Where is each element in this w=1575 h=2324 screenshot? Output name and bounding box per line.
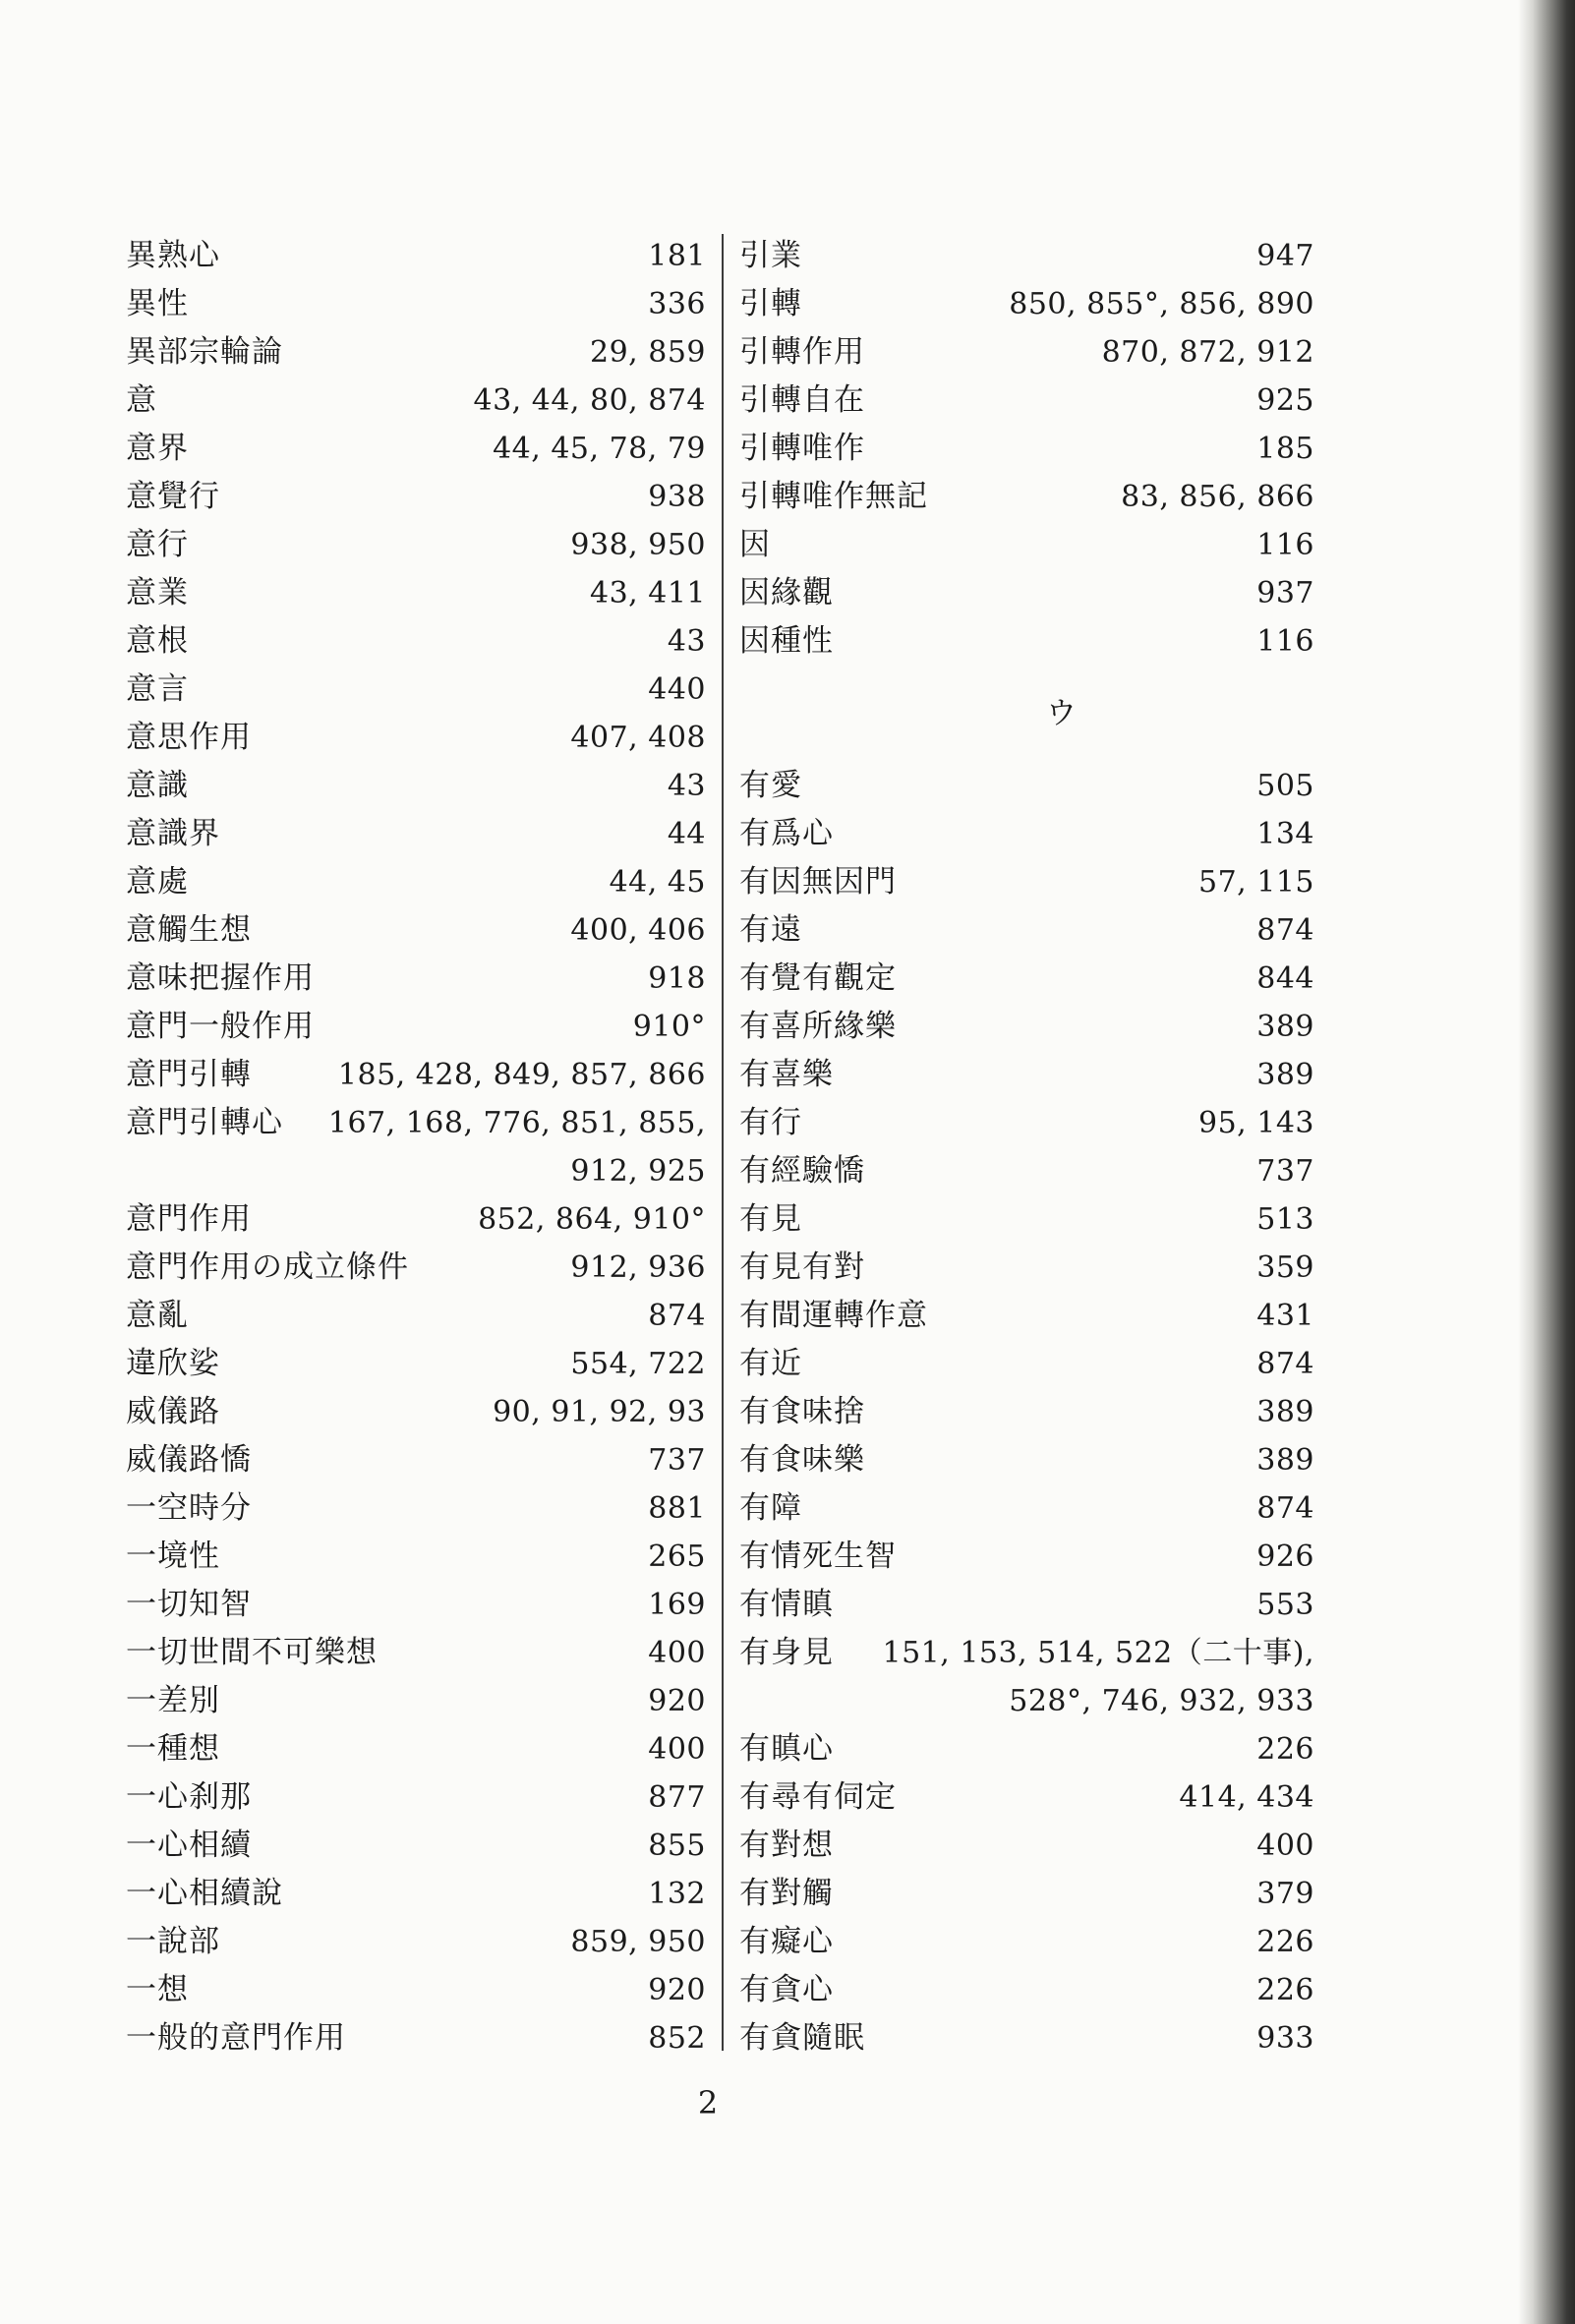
index-term: 意門引轉 <box>126 1057 252 1092</box>
index-entry <box>126 1677 706 1725</box>
index-page-refs: 554, 722 <box>570 1347 706 1381</box>
index-term: 一心相續說 <box>126 1876 283 1911</box>
index-entry <box>126 569 706 617</box>
index-term: 引轉 <box>739 286 802 321</box>
index-page-refs: 400 <box>648 1732 706 1767</box>
index-entry <box>126 232 706 280</box>
index-term: 有食味樂 <box>739 1442 865 1478</box>
index-term: 有食味捨 <box>739 1394 865 1429</box>
index-page-refs: 226 <box>1256 1973 1314 2007</box>
index-entry <box>126 1918 706 1966</box>
index-entry <box>126 955 706 1003</box>
index-page-refs: 44, 45, 78, 79 <box>493 432 706 466</box>
index-entry <box>126 1870 706 1918</box>
index-entry <box>126 906 706 955</box>
index-term: 有遠 <box>739 912 802 948</box>
index-entry <box>126 521 706 569</box>
index-page-refs: 185, 428, 849, 857, 866 <box>337 1058 706 1092</box>
index-page-refs: 918 <box>648 961 706 996</box>
index-term: 意思作用 <box>126 720 252 755</box>
index-page-refs: 513 <box>1256 1202 1314 1237</box>
index-page-refs: 134 <box>1256 817 1314 851</box>
index-term: 異熟心 <box>126 238 220 273</box>
index-page-refs: 44 <box>667 817 706 851</box>
index-term: 有喜樂 <box>739 1057 834 1092</box>
index-term: 異性 <box>126 286 189 321</box>
index-term: 一般的意門作用 <box>126 2020 346 2056</box>
index-term: 有瞋心 <box>739 1731 834 1767</box>
index-page-refs: 881 <box>648 1491 706 1526</box>
index-page-refs: 910° <box>632 1010 706 1044</box>
index-term: 有貪隨眠 <box>739 2020 865 2056</box>
index-entry <box>126 1051 706 1099</box>
index-term: 有因無因門 <box>739 864 897 900</box>
index-term: 意處 <box>126 864 189 900</box>
column-divider <box>722 234 724 2051</box>
index-page-refs: 844 <box>1256 961 1314 996</box>
index-term: 有身見 <box>739 1635 834 1670</box>
index-entry <box>739 473 1314 521</box>
index-page-refs: 379 <box>1256 1877 1314 1911</box>
index-entry <box>739 810 1314 858</box>
index-page-refs: 90, 91, 92, 93 <box>493 1395 706 1429</box>
index-page-refs: 926 <box>1256 1540 1314 1574</box>
index-term: 有覺有觀定 <box>739 960 897 996</box>
index-entry <box>739 1003 1314 1051</box>
index-page-refs: 185 <box>1256 432 1314 466</box>
index-page-refs: 43, 44, 80, 874 <box>473 383 706 418</box>
index-term: 意味把握作用 <box>126 960 315 996</box>
index-term: 有情死生智 <box>739 1539 897 1574</box>
index-entry <box>126 1244 706 1292</box>
index-page-refs: 167, 168, 776, 851, 855, <box>327 1106 706 1140</box>
index-page-refs: 389 <box>1256 1395 1314 1429</box>
index-entry <box>739 1581 1314 1629</box>
index-entry <box>126 1773 706 1822</box>
index-page-refs: 737 <box>648 1443 706 1478</box>
index-term: 意門作用 <box>126 1201 252 1237</box>
index-page-refs: 937 <box>1256 576 1314 610</box>
index-term: 違欣娑 <box>126 1346 220 1381</box>
index-entry <box>739 1484 1314 1533</box>
index-page-refs: 43 <box>667 624 706 659</box>
index-term: 有對想 <box>739 1828 834 1863</box>
index-term: 意門一般作用 <box>126 1009 315 1044</box>
index-page-refs: 414, 434 <box>1179 1780 1314 1815</box>
index-page-refs: 400 <box>1256 1829 1314 1863</box>
index-entry <box>126 1581 706 1629</box>
index-term: 有癡心 <box>739 1924 834 1959</box>
index-entry <box>739 1147 1314 1195</box>
index-page-refs: 400, 406 <box>570 913 706 948</box>
index-page-refs: 43 <box>667 769 706 803</box>
index-term: 因 <box>739 527 771 562</box>
index-page-refs: 870, 872, 912 <box>1101 335 1314 370</box>
index-page-refs: 874 <box>1256 913 1314 948</box>
index-term: 意界 <box>126 431 189 466</box>
index-page-refs: 938, 950 <box>570 528 706 562</box>
index-entry <box>739 377 1314 425</box>
index-term: 有情瞋 <box>739 1587 834 1622</box>
index-column-right <box>739 232 1314 2063</box>
index-entry <box>126 1292 706 1340</box>
index-page-refs: 912, 925 <box>570 1154 706 1189</box>
index-term: 有間運轉作意 <box>739 1298 928 1333</box>
index-entry <box>739 1629 1314 1677</box>
index-term: 引轉作用 <box>739 334 865 370</box>
index-entry <box>126 1195 706 1244</box>
index-entry <box>739 1822 1314 1870</box>
index-term: 引轉唯作無記 <box>739 479 928 514</box>
index-page-refs: 920 <box>648 1684 706 1718</box>
index-entry <box>126 280 706 328</box>
section-heading-u: ウ <box>1046 696 1077 731</box>
index-page-refs: 389 <box>1256 1443 1314 1478</box>
index-term: 意根 <box>126 623 189 659</box>
index-entry <box>739 1051 1314 1099</box>
index-entry <box>739 569 1314 617</box>
index-term: 意言 <box>126 671 189 707</box>
index-term: 有尋有伺定 <box>739 1779 897 1815</box>
index-page-refs: 44, 45 <box>609 865 706 900</box>
index-entry <box>739 617 1314 666</box>
index-page-refs: 528°, 746, 932, 933 <box>1009 1684 1314 1718</box>
index-entry <box>126 1388 706 1436</box>
index-page-refs: 95, 143 <box>1197 1106 1314 1140</box>
index-entry <box>126 714 706 762</box>
index-term: 一心相續 <box>126 1828 252 1863</box>
index-entry <box>739 955 1314 1003</box>
index-term: 意識界 <box>126 816 220 851</box>
index-term: 意 <box>126 382 157 418</box>
index-page-refs: 553 <box>1256 1588 1314 1622</box>
index-page-refs: 855 <box>648 1829 706 1863</box>
index-term: 意覺行 <box>126 479 220 514</box>
index-entry <box>739 1725 1314 1773</box>
index-term: 意行 <box>126 527 189 562</box>
index-entry <box>739 2014 1314 2063</box>
index-entry <box>126 858 706 906</box>
page-number: 2 <box>697 2084 719 2121</box>
index-term: 有愛 <box>739 768 802 803</box>
index-page-refs: 859, 950 <box>570 1925 706 1959</box>
index-entry <box>739 1340 1314 1388</box>
index-entry <box>739 521 1314 569</box>
index-entry <box>126 1533 706 1581</box>
index-term: 異部宗輪論 <box>126 334 283 370</box>
index-page-refs: 505 <box>1256 769 1314 803</box>
index-page-refs: 874 <box>1256 1491 1314 1526</box>
index-entry <box>126 1003 706 1051</box>
index-entry <box>126 1629 706 1677</box>
index-page-refs: 359 <box>1256 1250 1314 1285</box>
index-page-refs: 925 <box>1256 383 1314 418</box>
index-entry <box>126 1966 706 2014</box>
index-entry <box>126 473 706 521</box>
index-entry <box>126 1822 706 1870</box>
index-entry <box>739 1292 1314 1340</box>
index-entry <box>739 1244 1314 1292</box>
index-page-refs: 431 <box>1256 1299 1314 1333</box>
index-page-refs: 265 <box>648 1540 706 1574</box>
index-entry-continuation <box>739 1677 1314 1725</box>
index-term: 意亂 <box>126 1298 189 1333</box>
index-page-refs: 29, 859 <box>589 335 706 370</box>
index-entry <box>739 328 1314 377</box>
index-entry <box>126 1484 706 1533</box>
index-term: 意觸生想 <box>126 912 252 948</box>
index-page-refs: 407, 408 <box>570 721 706 755</box>
index-page-refs: 226 <box>1256 1732 1314 1767</box>
index-page-refs: 336 <box>648 287 706 321</box>
index-page-refs: 83, 856, 866 <box>1121 480 1314 514</box>
index-entry <box>739 1966 1314 2014</box>
index-page-refs: 400 <box>648 1636 706 1670</box>
index-entry <box>739 1388 1314 1436</box>
index-entry <box>126 810 706 858</box>
index-entry <box>739 1195 1314 1244</box>
index-term: 因種性 <box>739 623 834 659</box>
index-group-in <box>739 232 1314 666</box>
index-entry <box>126 1099 706 1147</box>
index-page-refs: 850, 855°, 856, 890 <box>1009 287 1314 321</box>
index-entry <box>739 1436 1314 1484</box>
index-term: 一心刹那 <box>126 1779 252 1815</box>
index-page-refs: 116 <box>1256 528 1314 562</box>
index-term: 有障 <box>739 1490 802 1526</box>
index-term: 威儀路 <box>126 1394 220 1429</box>
index-page-refs: 226 <box>1256 1925 1314 1959</box>
index-page-refs: 132 <box>648 1877 706 1911</box>
index-term: 因緣觀 <box>739 575 834 610</box>
scan-shadow-edge <box>1518 0 1575 2324</box>
index-entry <box>126 2014 706 2063</box>
index-entry <box>126 762 706 810</box>
index-page-refs: 43, 411 <box>589 576 706 610</box>
index-entry <box>739 280 1314 328</box>
index-entry <box>126 1725 706 1773</box>
index-term: 有見有對 <box>739 1249 865 1285</box>
index-term: 有經驗憍 <box>739 1153 865 1189</box>
index-term: 有爲心 <box>739 816 834 851</box>
index-term: 一說部 <box>126 1924 220 1959</box>
index-entry <box>739 1918 1314 1966</box>
index-entry <box>739 232 1314 280</box>
index-term: 有對觸 <box>739 1876 834 1911</box>
index-term: 有行 <box>739 1105 802 1140</box>
index-group-u <box>739 762 1314 2063</box>
index-page-refs: 874 <box>648 1299 706 1333</box>
index-entry <box>126 425 706 473</box>
index-term: 有喜所緣樂 <box>739 1009 897 1044</box>
index-entry <box>126 666 706 714</box>
index-term: 一差別 <box>126 1683 220 1718</box>
index-page-refs: 920 <box>648 1973 706 2007</box>
index-term: 引轉自在 <box>739 382 865 418</box>
index-term: 一想 <box>126 1972 189 2007</box>
index-term: 引業 <box>739 238 802 273</box>
index-entry <box>739 425 1314 473</box>
index-term: 有貪心 <box>739 1972 834 2007</box>
index-page-refs: 57, 115 <box>1197 865 1314 900</box>
index-term: 意識 <box>126 768 189 803</box>
index-term: 引轉唯作 <box>739 431 865 466</box>
index-entry <box>739 762 1314 810</box>
index-page-refs: 912, 936 <box>570 1250 706 1285</box>
index-term: 有近 <box>739 1346 802 1381</box>
index-page-refs: 169 <box>648 1588 706 1622</box>
index-page-refs: 852 <box>648 2021 706 2056</box>
index-page-refs: 852, 864, 910° <box>478 1202 706 1237</box>
index-entry-continuation <box>126 1147 706 1195</box>
index-page-refs: 151, 153, 514, 522（二十事), <box>882 1636 1314 1670</box>
index-page-refs: 181 <box>648 239 706 273</box>
index-term: 一空時分 <box>126 1490 252 1526</box>
index-page-refs: 389 <box>1256 1058 1314 1092</box>
index-term: 威儀路憍 <box>126 1442 252 1478</box>
index-page-refs: 877 <box>648 1780 706 1815</box>
index-term: 意業 <box>126 575 189 610</box>
index-term: 一種想 <box>126 1731 220 1767</box>
index-term: 一切知智 <box>126 1587 252 1622</box>
index-page-refs: 938 <box>648 480 706 514</box>
index-page-refs: 737 <box>1256 1154 1314 1189</box>
index-entry <box>739 1773 1314 1822</box>
index-entry <box>126 1436 706 1484</box>
index-entry <box>126 377 706 425</box>
index-entry <box>739 906 1314 955</box>
index-entry <box>739 1870 1314 1918</box>
index-term: 有見 <box>739 1201 802 1237</box>
index-entry <box>739 858 1314 906</box>
index-term: 意門引轉心 <box>126 1105 283 1140</box>
index-entry <box>126 328 706 377</box>
index-page-refs: 440 <box>648 672 706 707</box>
index-entry <box>739 1099 1314 1147</box>
index-page-refs: 874 <box>1256 1347 1314 1381</box>
index-term: 一境性 <box>126 1539 220 1574</box>
index-page-refs: 933 <box>1256 2021 1314 2056</box>
index-entry <box>739 1533 1314 1581</box>
index-column-left <box>126 232 706 2063</box>
index-entry <box>126 1340 706 1388</box>
index-page-refs: 389 <box>1256 1010 1314 1044</box>
index-entry <box>126 617 706 666</box>
index-page-refs: 947 <box>1256 239 1314 273</box>
index-term: 意門作用の成立條件 <box>126 1249 409 1285</box>
index-term: 一切世間不可樂想 <box>126 1635 378 1670</box>
index-page-refs: 116 <box>1256 624 1314 659</box>
